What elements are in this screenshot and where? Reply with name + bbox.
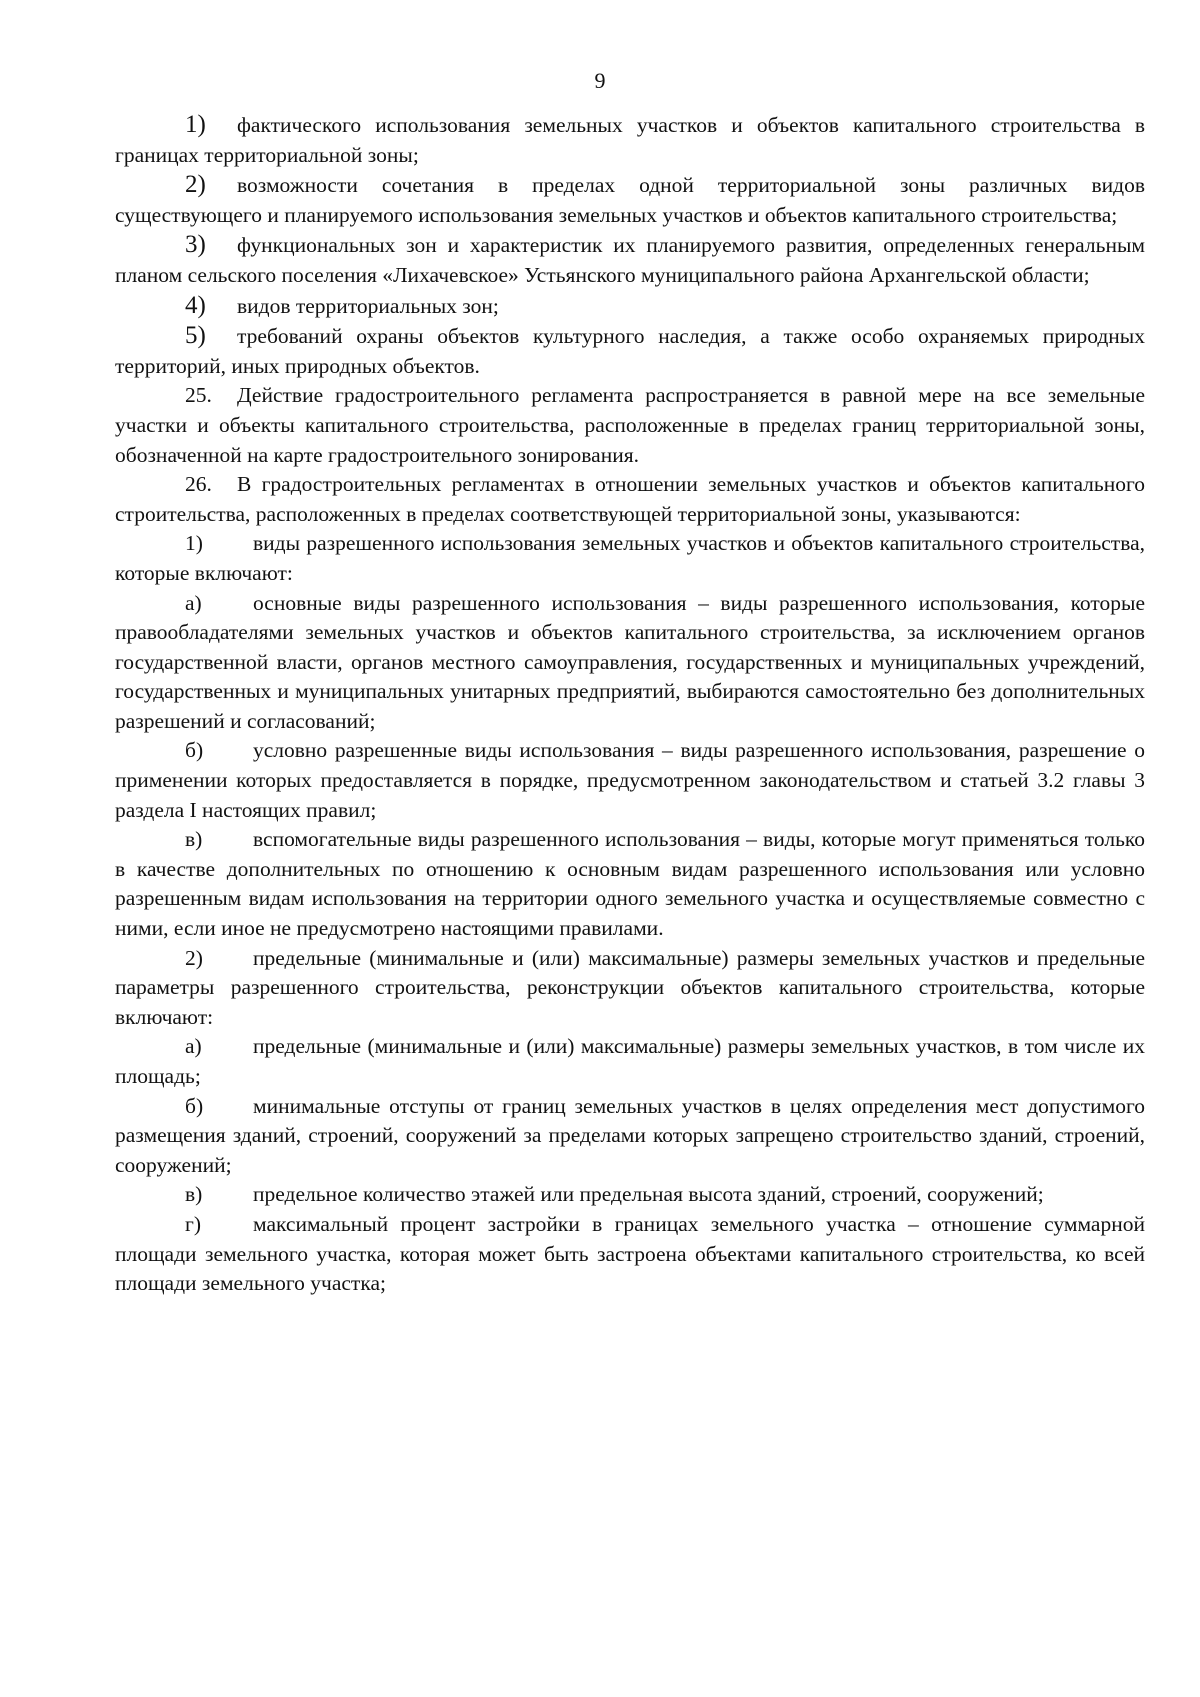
section-paragraph	[115, 470, 1145, 529]
item-marker: 3)	[185, 231, 206, 259]
item-text: вспомогательные виды разрешенного использования – виды, которые могут применяться только в качестве дополнительных по отношению к основным видам разрешенного использования или условно разрешенным видам использования на территории одного земельного участка и осуществляемые совместно с ними, если иное не предусмотрено настоящими правилами.	[115, 827, 1145, 941]
item-marker: а)	[185, 590, 202, 615]
item-text: предельные (минимальные и (или) максимальные) размеры земельных участков и предельные параметры разрешенного строительства, реконструкции объектов капитального строительства, которые включают:	[115, 945, 1145, 1029]
item-text: требований охраны объектов культурного наследия, а также особо охраняемых природных территорий, иных природных объектов.	[115, 324, 1145, 378]
list-item	[115, 1092, 1145, 1181]
item-text: предельное количество этажей или предельная высота зданий, строений, сооружений;	[253, 1182, 1044, 1207]
list-item	[115, 1032, 1145, 1091]
section-number: 26.	[185, 472, 212, 497]
item-text: фактического использования земельных участков и объектов капитального строительства в границах территориальной зоны;	[115, 113, 1145, 167]
item-marker: 1)	[185, 531, 203, 556]
item-marker: 4)	[185, 291, 206, 319]
item-text: основные виды разрешенного использования – виды разрешенного использования, которые правообладателями земельных участков и объектов капитального строительства, за исключением органов государственной власти, органов местного самоуправления, государственных и муниципальных учреждений, государственных и муниципальных унитарных предприятий, выбираются самостоятельно без дополнительных разрешений и согласований;	[115, 590, 1145, 733]
list-item	[115, 230, 1145, 290]
list-item	[115, 110, 1145, 170]
page-number: 9	[594, 68, 606, 93]
paragraph-text: В градостроительных регламентах в отношении земельных участков и объектов капитального строительства, расположенных в пределах соответствующей территориальной зоны, указываются:	[115, 472, 1145, 526]
item-text: максимальный процент застройки в границах земельного участка – отношение суммарной площади земельного участка, которая может быть застроена объектами капитального строительства, ко всей площади земельного участка;	[115, 1211, 1145, 1296]
list-item	[115, 589, 1145, 737]
item-marker: 5)	[185, 322, 206, 350]
list-item	[115, 944, 1145, 1033]
item-text: условно разрешенные виды использования – виды разрешенного использования, разрешение о применении которых предоставляется в порядке, предусмотренном законодательством и статьей 3.2 главы 3 раздела I настоящих правил;	[115, 738, 1145, 822]
section-paragraph	[115, 381, 1145, 470]
item-text: видов территориальных зон;	[237, 293, 499, 318]
list-item	[115, 321, 1145, 381]
list-item	[115, 1210, 1145, 1299]
section-number: 25.	[185, 383, 212, 408]
list-item	[115, 291, 1145, 322]
item-marker: г)	[185, 1211, 201, 1236]
item-text: функциональных зон и характеристик их планируемого развития, определенных генеральным планом сельского поселения «Лихачевское» Устьянского муниципального района Архангельской области;	[115, 233, 1145, 287]
item-marker: в)	[185, 1182, 203, 1207]
paragraph-text: Действие градостроительного регламента распространяется в равной мере на все земельные участки и объекты капитального строительства, расположенные в пределах границ территориальной зоны, обозначенной на карте градостроительного зонирования.	[115, 383, 1145, 467]
document-body	[115, 110, 1145, 1299]
list-item	[115, 736, 1145, 825]
item-marker: 1)	[185, 111, 206, 138]
item-marker: б)	[185, 738, 204, 763]
list-item	[115, 1180, 1145, 1210]
item-text: виды разрешенного использования земельных участков и объектов капитального строительства, которые включают:	[115, 531, 1145, 585]
list-item	[115, 529, 1145, 588]
item-marker: б)	[185, 1093, 204, 1118]
item-marker: а)	[185, 1034, 202, 1059]
item-text: возможности сочетания в пределах одной территориальной зоны различных видов существующего и планируемого использования земельных участков и объектов капитального строительства;	[115, 173, 1145, 227]
item-marker: 2)	[185, 945, 203, 970]
list-item	[115, 825, 1145, 943]
item-text: предельные (минимальные и (или) максимальные) размеры земельных участков, в том числе их площадь;	[115, 1034, 1145, 1088]
item-marker: 2)	[185, 171, 206, 199]
list-item	[115, 170, 1145, 230]
item-marker: в)	[185, 827, 203, 852]
item-text: минимальные отступы от границ земельных участков в целях определения мест допустимого размещения зданий, строений, сооружений за пределами которых запрещено строительство зданий, строений, сооружений;	[115, 1093, 1145, 1177]
